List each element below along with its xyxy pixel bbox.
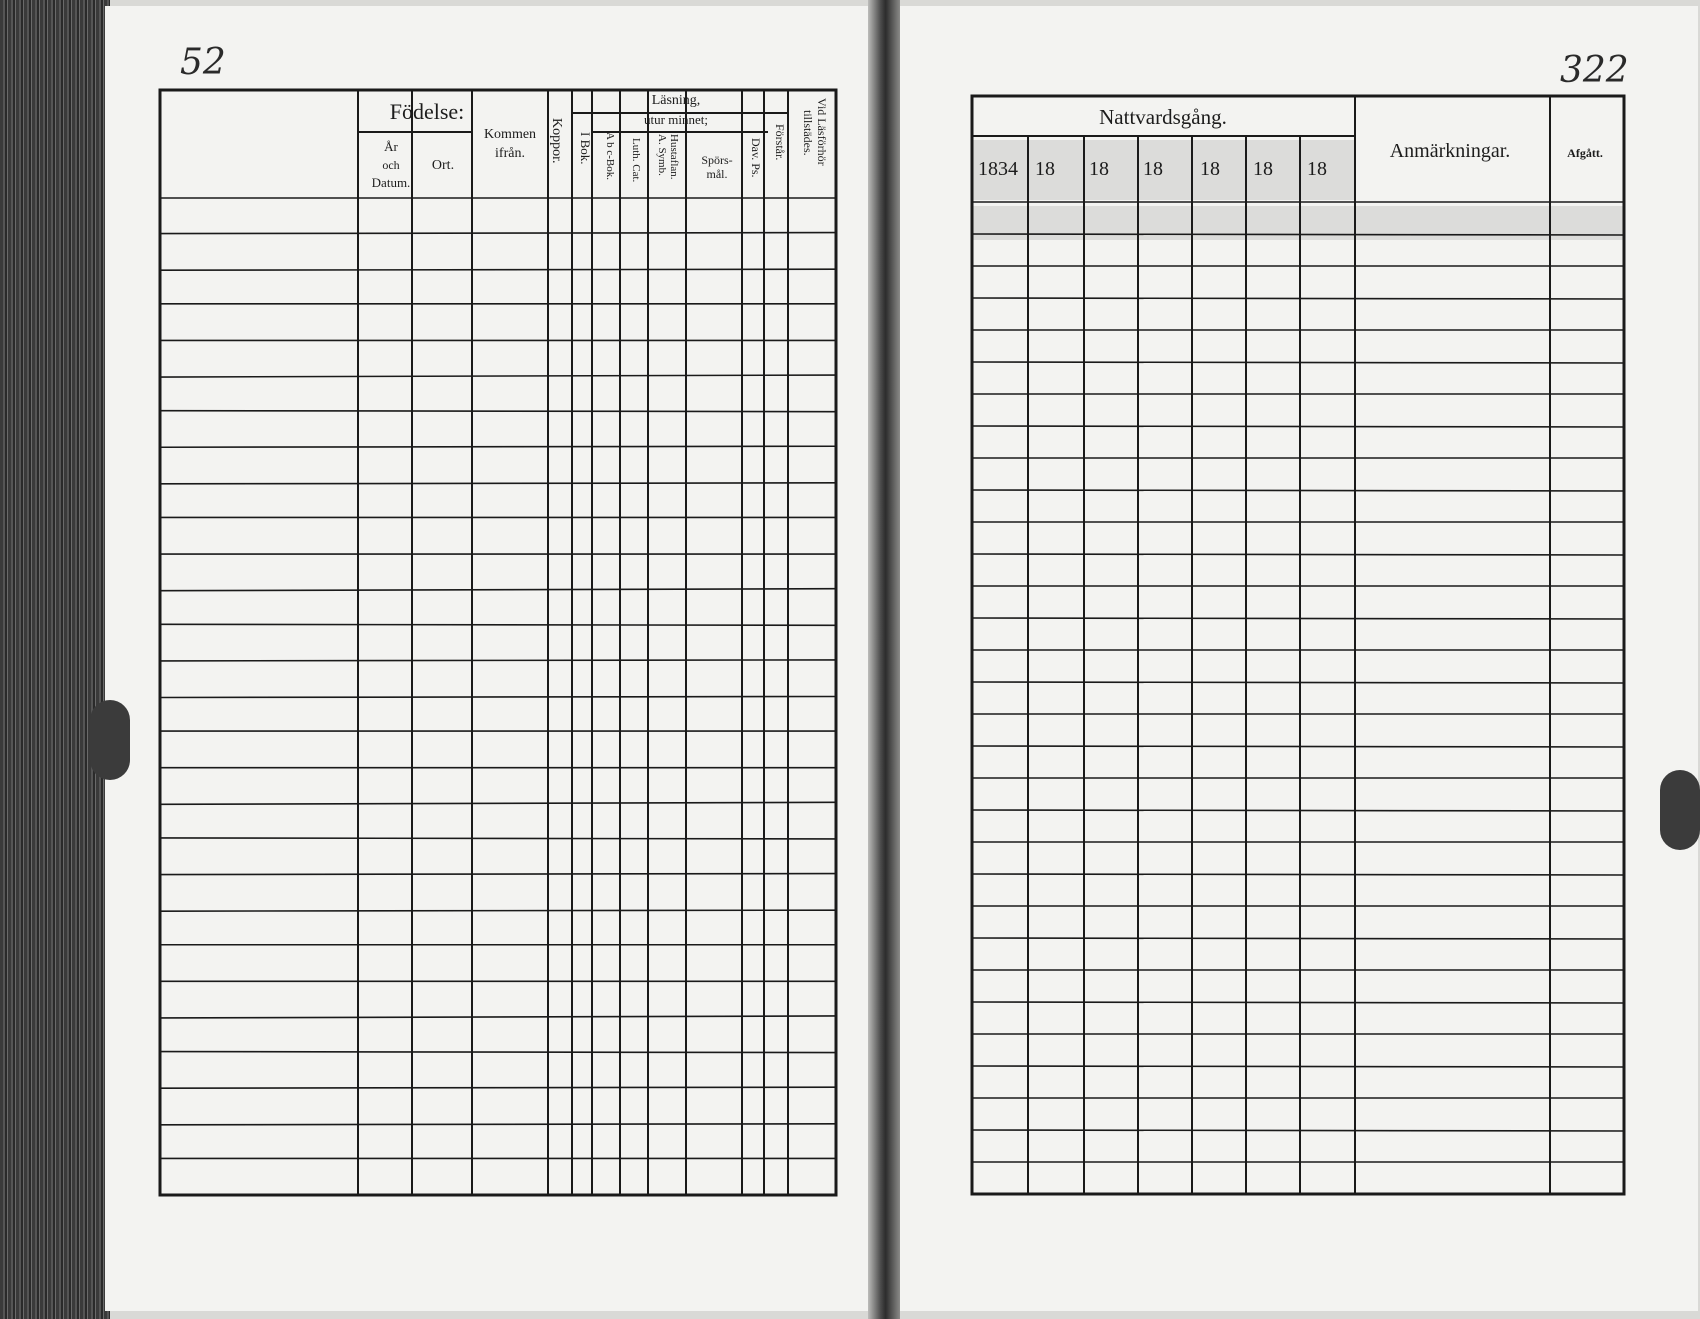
- left-row-line-1: [160, 233, 836, 234]
- year-header-1: 1834: [978, 158, 1018, 180]
- left-row-line-24: [160, 1052, 836, 1053]
- left-row-line-18: [160, 838, 836, 839]
- right-row-line-13: [972, 618, 1624, 619]
- left-row-line-19: [160, 874, 836, 875]
- year-header-4: 18: [1143, 158, 1163, 180]
- left-row-line-23: [160, 1016, 836, 1018]
- right-row-line-5: [972, 362, 1624, 363]
- header-abc-bok: A b c-Bok.: [604, 132, 616, 180]
- left-ledger-table: [160, 90, 836, 1195]
- right-row-lines: [972, 202, 1624, 1162]
- header-a-symb: A. Symb.: [656, 134, 668, 176]
- left-row-line-12: [160, 624, 836, 625]
- right-row-line-9: [972, 490, 1624, 491]
- left-row-line-2: [160, 269, 836, 270]
- header-datum: Datum.: [371, 175, 411, 190]
- year-header-2: 18: [1035, 158, 1055, 180]
- header-luth-cat: Luth. Cat.: [630, 138, 642, 183]
- year-header-5: 18: [1200, 158, 1220, 180]
- left-row-line-11: [160, 589, 836, 591]
- left-row-line-6: [160, 411, 836, 412]
- left-row-lines: [160, 198, 836, 1158]
- left-row-line-20: [160, 910, 836, 911]
- right-row-line-23: [972, 938, 1624, 939]
- year-header-7: 18: [1307, 158, 1327, 180]
- right-row-line-11: [972, 554, 1624, 555]
- left-column-lines: [358, 90, 788, 1195]
- right-ledger-table: [972, 96, 1624, 1194]
- header-ifran: ifrån.: [495, 146, 525, 161]
- left-row-line-26: [160, 1124, 836, 1125]
- left-row-line-5: [160, 375, 836, 377]
- right-row-line-15: [972, 682, 1624, 683]
- header-och: och: [382, 158, 400, 172]
- left-row-line-13: [160, 660, 836, 661]
- header-vid-lasforhor: Vid Läsförhör: [815, 98, 829, 166]
- right-column-lines: [972, 96, 1550, 1194]
- left-row-line-8: [160, 483, 836, 484]
- right-row-line-17: [972, 746, 1624, 747]
- header-ort: Ort.: [431, 158, 455, 173]
- header-afgatt: Afgått.: [1567, 146, 1603, 160]
- left-header-text: [372, 93, 829, 190]
- right-row-line-25: [972, 1002, 1624, 1003]
- header-ar: År: [384, 139, 398, 154]
- header-anmarkningar: Anmärkningar.: [1389, 140, 1511, 162]
- right-page-number: 322: [1560, 50, 1629, 91]
- right-row-line-3: [972, 298, 1624, 299]
- left-row-line-7: [160, 446, 836, 447]
- header-nattvardsgang: Nattvardsgång.: [1099, 105, 1227, 129]
- left-row-line-14: [160, 697, 836, 698]
- header-koppor: Koppor.: [549, 118, 564, 164]
- header-i-bok: I Bok.: [578, 132, 593, 165]
- header-utur-minnet: utur minnet;: [644, 112, 708, 127]
- header-forstar: Förstår.: [773, 124, 787, 161]
- header-kommen: Kommen: [483, 127, 537, 142]
- right-row-line-1: [972, 234, 1624, 235]
- header-spors: Spörs-: [701, 153, 733, 167]
- left-page-number: 52: [180, 42, 226, 83]
- header-hustaflan: Hustaflan.: [668, 134, 680, 180]
- year-header-6: 18: [1253, 158, 1273, 180]
- right-row-line-27: [972, 1066, 1624, 1067]
- header-mal: mål.: [706, 167, 728, 181]
- header-lasning: Läsning,: [651, 93, 701, 108]
- year-header-3: 18: [1089, 158, 1109, 180]
- left-row-line-25: [160, 1087, 836, 1088]
- right-row-line-7: [972, 426, 1624, 427]
- header-fodelse: Födelse:: [389, 99, 465, 124]
- header-dav-ps: Dav. Ps.: [749, 138, 763, 178]
- header-tillstades: tillstädes.: [801, 110, 815, 156]
- year-header-shade: [973, 140, 1355, 200]
- left-row-line-17: [160, 802, 836, 804]
- right-row-line-19: [972, 810, 1624, 811]
- right-row-line-29: [972, 1130, 1624, 1131]
- right-row-line-21: [972, 874, 1624, 875]
